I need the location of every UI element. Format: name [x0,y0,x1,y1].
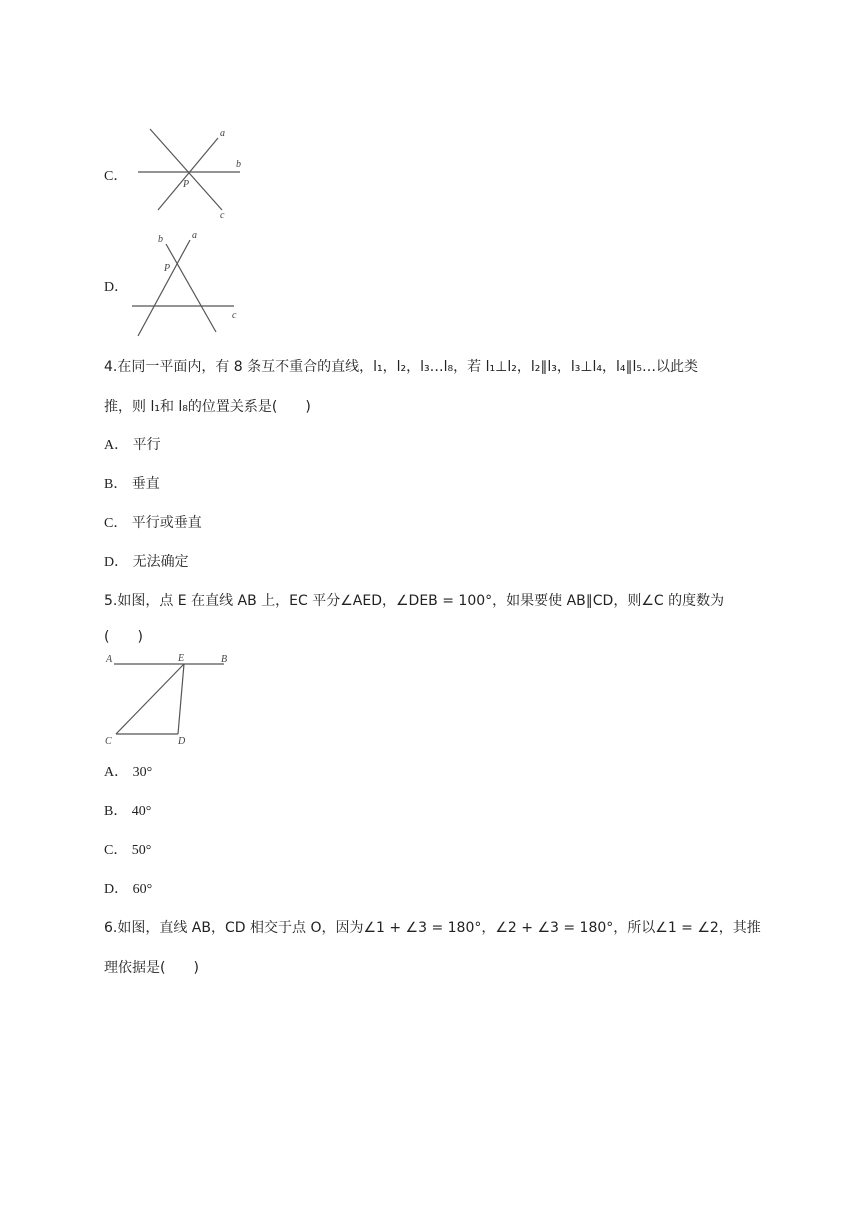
option-letter: D． [104,280,129,295]
q4-stem-line1: 4.在同一平面内，有 8 条互不重合的直线，l₁，l₂，l₃…l₈，若 l₁⊥l₂，l₂∥l₃，l₃⊥l₄，l₄∥l₅…以此类 [104,359,699,375]
option-letter: C． [104,843,128,858]
label-p: P [183,179,190,190]
q3-option-d [104,277,128,298]
label-E: E [178,653,185,664]
option-text: 垂直 [131,476,160,492]
label-c: c [232,310,237,321]
option-letter: D． [104,555,129,570]
label-C: C [105,736,112,746]
q5-stem-line2: ( ) [104,629,143,645]
option-text: 无法确定 [132,554,189,570]
option-text: 30° [132,765,153,780]
label-A: A [106,654,113,665]
q4-stem-line2: 推，则 l₁和 l₈的位置关系是( ) [104,399,311,415]
label-B: B [221,654,228,665]
q6-stem-line1: 6.如图，直线 AB，CD 相交于点 O，因为∠1 + ∠3 = 180°，∠2 + ∠3 = 180°，所以∠1 = ∠2，其推 [104,920,761,936]
label-D: D [178,736,186,746]
q3-option-c-figure [130,124,245,220]
q3-option-d-figure [128,228,243,340]
option-text: 平行 [132,437,161,453]
label-c: c [220,210,225,220]
q6-stem-line2: 理依据是( ) [104,960,199,976]
option-text: 平行或垂直 [131,515,202,531]
q4-option-a [104,435,161,456]
q4-option-b [104,474,160,495]
option-letter: B． [104,477,128,492]
label-a: a [220,128,225,139]
option-text: 60° [132,882,153,897]
option-text: 40° [131,804,152,819]
option-letter: A． [104,765,129,780]
option-letter: B． [104,804,128,819]
q5-option-a [104,762,152,783]
q4-option-c [104,513,202,534]
label-p: P [164,263,171,274]
q5-stem-line1: 5.如图，点 E 在直线 AB 上，EC 平分∠AED，∠DEB = 100°，如果要使 AB∥CD，则∠C 的度数为 [104,593,725,609]
q5-option-b [104,801,151,822]
option-letter: A． [104,438,129,453]
q5-option-c [104,840,151,861]
option-text: 50° [131,843,152,858]
label-b: b [158,234,163,245]
option-letter: C． [104,169,128,184]
label-b: b [236,159,241,170]
q4-option-d [104,552,189,573]
option-letter: C． [104,516,128,531]
q5-figure [100,648,235,746]
q5-option-d [104,879,152,900]
option-letter: D． [104,882,129,897]
q3-option-c [104,166,127,187]
label-a: a [192,230,197,241]
